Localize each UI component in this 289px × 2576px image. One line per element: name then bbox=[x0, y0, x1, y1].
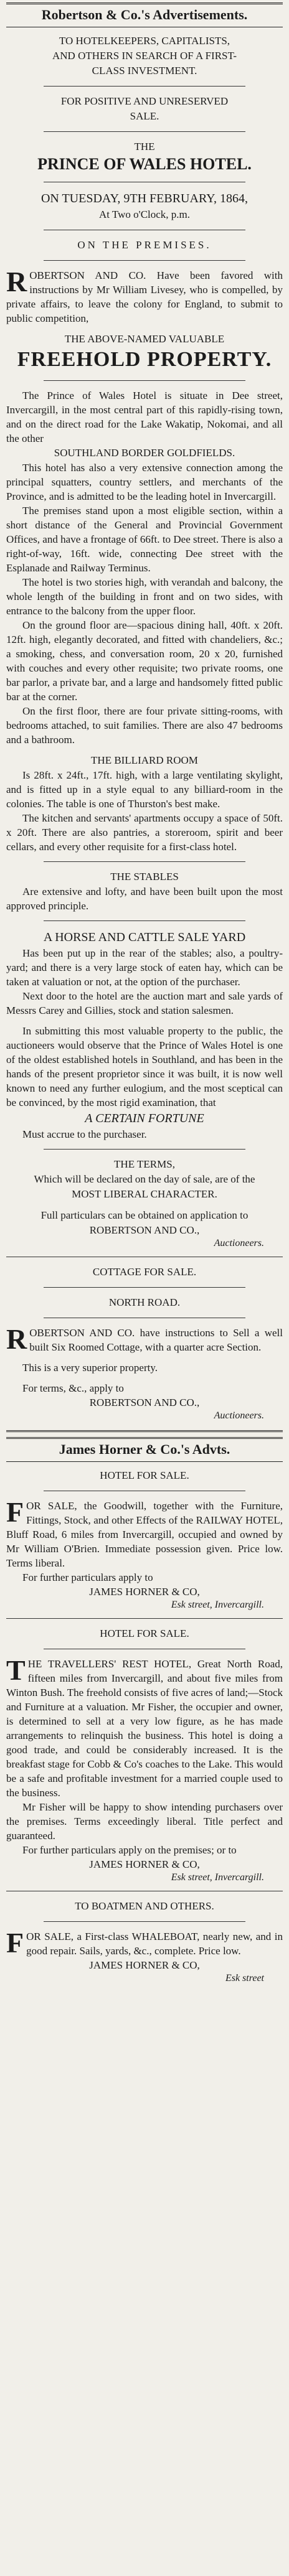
horse-yard-para-2: Next door to the hotel are the auction mart and sale yards of Messrs Carey and Gillies, stock and station salesmen. bbox=[6, 990, 283, 1016]
horner-header: James Horner & Co.'s Advts. bbox=[6, 1437, 283, 1462]
horse-yard-para-4: Must accrue to the purchaser. bbox=[22, 1128, 147, 1140]
top-line-1: TO HOTELKEEPERS, CAPITALISTS, bbox=[59, 35, 230, 47]
intro-paragraph: ROBERTSON AND CO. Have been favored with instructions by Mr William Livesey, who is compelled, by private affairs, to leave the colony for England, to submit to public competition, bbox=[6, 266, 283, 324]
desc-para-4: The hotel is two stories high, with verandah and balcony, the whole length of the building in front and on two sides, with entrance to the balcony from the upper floor. bbox=[6, 576, 283, 617]
terms-line-1: Which will be declared on the day of sale, are of the bbox=[34, 1173, 255, 1185]
desc-para-2: This hotel has also a very extensive connection among the principal squatters, country settlers, and merchants of the Province, and is admitted to be the leading hotel in Invercargill. bbox=[6, 462, 283, 502]
cottage-line-1: For terms, &c., apply to bbox=[22, 1382, 124, 1394]
hotel2-para-2: Mr Fisher will be happy to show intending purchasers over the premises. Terms exceedingly liberal. Title perfect and guaranteed. bbox=[6, 1801, 283, 1842]
top-line-3: CLASS INVESTMENT. bbox=[92, 65, 197, 77]
cottage-subtitle: NORTH ROAD. bbox=[108, 1296, 181, 1308]
desc-para-5: On the ground floor are—spacious dining hall, 40ft. x 20ft. 12ft. high, elegantly decorated, and fitted with chandeliers, &c.; a smoking, chess, and conversation room, 20 x 20, furnished with couches and every other requisite; two private rooms, one bar parlor, a private bar, and a large and handsomely fitted public bar at the corner. bbox=[6, 619, 283, 703]
sale-time: At Two o'Clock, p.m. bbox=[98, 208, 191, 220]
billiard-title: THE BILLIARD ROOM bbox=[91, 754, 198, 766]
boatmen-line-1: JAMES HORNER & CO, bbox=[89, 1959, 200, 1971]
top-line-4: FOR POSITIVE AND UNRESERVED bbox=[60, 95, 229, 107]
hotel-name-heading: PRINCE OF WALES HOTEL. bbox=[37, 155, 252, 173]
robertson-header: Robertson & Co.'s Advertisements. bbox=[6, 2, 283, 27]
desc-para-1: The Prince of Wales Hotel is situate in Dee street, Invercargill, in the most central part of this rapidly-rising town, and on the direct road for the Lake Wakatip, Nokomai, and all the other bbox=[6, 390, 283, 444]
desc-para-3: The premises stand upon a most eligible section, within a short distance of the General and Provincial Government Offices, and have a frontage of 66ft. to Dee street. There is also a right-of-way, 16ft. wide, connecting Dee street with the Esplanade and Railway Terminus. bbox=[6, 505, 283, 574]
hotel1-para-2: For further particulars apply to bbox=[22, 1571, 153, 1583]
hotel2-para-1: THE TRAVELLERS' REST HOTEL, Great North Road, fifteen miles from Invercargill, and about five miles from Winton Bush. The freehold consists of five acres of land;—Stock and Furniture at a valuation. Mr Fisher, the occupier and owner, is determined to sell at a very low figure, as he has made arrangements to relinquish the business. This hotel is doing a good trade, and could be considerably increased. It is the breakfast stage for Cobb & Co's coaches to the Lake. This would be a safe and profitable investment for a married couple used to the business. bbox=[6, 1654, 283, 1799]
terms-line-5: Auctioneers. bbox=[214, 1238, 264, 1248]
above-named: THE ABOVE-NAMED VALUABLE bbox=[64, 333, 225, 345]
cottage-para-1: ROBERTSON AND CO. have instructions to Sell a well built Six Roomed Cottage, with a quarter acre Section. bbox=[6, 1323, 283, 1355]
stables-para: Are extensive and lofty, and have been built upon the most approved principle. bbox=[6, 886, 283, 912]
billiard-para-1: Is 28ft. x 24ft., 17ft. high, with a large ventilating skylight, and is fitted up in a style equal to any billiard-room in the colonies. The table is one of Thurston's best make. bbox=[6, 769, 283, 810]
top-line-6: THE bbox=[134, 141, 155, 152]
boatmen-line-2: Esk street bbox=[225, 1973, 264, 1984]
certain-fortune: A CERTAIN FORTUNE bbox=[85, 1112, 204, 1125]
boatmen-para: FOR SALE, a First-class WHALEBOAT, nearly new, and in good repair. Sails, yards, &c., complete. Price low. bbox=[6, 1927, 283, 1959]
hotel2-line-2: Esk street, Invercargill. bbox=[171, 1872, 264, 1883]
terms-line-4: ROBERTSON AND CO., bbox=[89, 1224, 200, 1236]
hotel1-para-1: FOR SALE, the Goodwill, together with the Furniture, Fittings, Stock, and other Effects of the RAILWAY HOTEL, Bluff Road, 6 miles from Invercargill, occupied and owned by Mr William O'Brien. Immediate possession given. Price low. Terms liberal. bbox=[6, 1496, 283, 1569]
horse-yard-para-3: In submitting this most valuable property to the public, the auctioneers would observe that the Prince of Wales Hotel is one of the oldest established hotels in Southland, and has been in the hands of the present proprietor since it was built, it is now well known to need any further eulogium, and the most sceptical can be convinced, by the most rigid examination, that bbox=[6, 1025, 283, 1108]
cottage-title: COTTAGE FOR SALE. bbox=[92, 1266, 197, 1278]
terms-line-3: Full particulars can be obtained on application to bbox=[40, 1209, 249, 1221]
hotel2-title: HOTEL FOR SALE. bbox=[100, 1628, 189, 1639]
terms-line-2: MOST LIBERAL CHARACTER. bbox=[72, 1188, 217, 1200]
freehold-property: FREEHOLD PROPERTY. bbox=[17, 348, 272, 371]
billiard-para-2: The kitchen and servants' apartments occupy a space of 50ft. x 20ft. There are also pantries, a storeroom, spirit and beer cellars, and every other requisite for a first-class hotel. bbox=[6, 812, 283, 853]
hotel2-line-1: JAMES HORNER & CO, bbox=[89, 1858, 200, 1870]
hotel1-line-1: JAMES HORNER & CO, bbox=[89, 1586, 200, 1598]
hotel2-para-3: For further particulars apply on the premises; or to bbox=[22, 1844, 237, 1856]
top-line-2: AND OTHERS IN SEARCH OF A FIRST- bbox=[52, 50, 237, 62]
top-line-5: SALE. bbox=[130, 110, 159, 122]
desc-para-6: On the first floor, there are four private sitting-rooms, with bedrooms attached, to suit families. There are also 47 bedrooms and a bathroom. bbox=[6, 705, 283, 746]
newspaper-column bbox=[6, 0, 283, 1984]
cottage-line-3: Auctioneers. bbox=[214, 1410, 264, 1421]
on-premises: ON THE PREMISES. bbox=[77, 239, 212, 251]
sale-date: ON TUESDAY, 9TH FEBRUARY, 1864, bbox=[40, 192, 249, 205]
horse-yard-para-1: Has been put up in the rear of the stables; also, a poultry-yard; and there is a very large stock of eaten hay, which can be taken at valuation or not, at the option of the purchaser. bbox=[6, 947, 283, 988]
cottage-para-2: This is a very superior property. bbox=[22, 1362, 158, 1374]
cottage-line-2: ROBERTSON AND CO., bbox=[89, 1397, 200, 1408]
terms-title: THE TERMS, bbox=[114, 1158, 175, 1170]
hotel1-line-2: Esk street, Invercargill. bbox=[171, 1599, 264, 1610]
goldfields-subhead: SOUTHLAND BORDER GOLDFIELDS. bbox=[54, 447, 235, 459]
boatmen-title: TO BOATMEN AND OTHERS. bbox=[75, 1900, 214, 1912]
horse-yard-title: A HORSE AND CATTLE SALE YARD bbox=[43, 930, 246, 944]
stables-title: THE STABLES bbox=[110, 871, 179, 883]
hotel1-title: HOTEL FOR SALE. bbox=[100, 1469, 189, 1481]
